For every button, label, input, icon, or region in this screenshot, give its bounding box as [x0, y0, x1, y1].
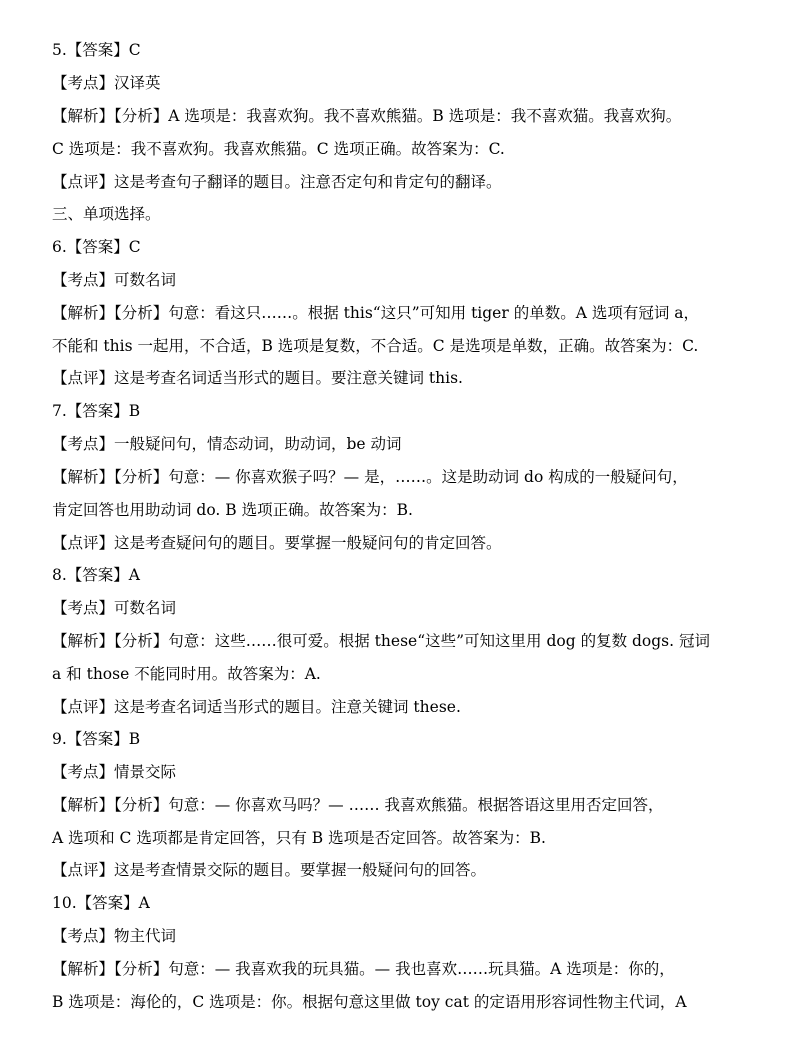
answer-6: 6.【答案】C: [52, 238, 141, 256]
topic-8: 【考点】可数名词: [52, 599, 177, 617]
analysis-5-line-2: C 选项是：我不喜欢狗。我喜欢熊猫。C 选项正确。故答案为：C.: [52, 140, 505, 158]
answer-7: 7.【答案】B: [52, 402, 141, 420]
topic-9: 【考点】情景交际: [52, 763, 177, 781]
analysis-6-line-1: 【解析】【分析】句意：看这只……。根据 this“这只”可知用 tiger 的单数。A 选项有冠词 a，: [52, 304, 699, 322]
section-heading: 三、单项选择。: [52, 205, 161, 223]
analysis-9-line-1: 【解析】【分析】句意：— 你喜欢马吗？— …… 我喜欢熊猫。根据答语这里用否定回答，: [52, 796, 664, 814]
comment-5: 【点评】这是考查句子翻译的题目。注意否定句和肯定句的翻译。: [52, 173, 502, 191]
answer-8: 8.【答案】A: [52, 566, 140, 584]
analysis-10-line-1: 【解析】【分析】句意：— 我喜欢我的玩具猫。— 我也喜欢……玩具猫。A 选项是：你的，: [52, 960, 675, 978]
comment-6: 【点评】这是考查名词适当形式的题目。要注意关键词 this.: [52, 369, 463, 387]
topic-10: 【考点】物主代词: [52, 927, 177, 945]
comment-8: 【点评】这是考查名词适当形式的题目。注意关键词 these.: [52, 698, 461, 716]
comment-9: 【点评】这是考查情景交际的题目。要掌握一般疑问句的回答。: [52, 861, 487, 879]
topic-6: 【考点】可数名词: [52, 271, 177, 289]
analysis-6-line-2: 不能和 this 一起用，不合适，B 选项是复数，不合适。C 是选项是单数，正确。故答案为：C.: [52, 337, 699, 355]
analysis-7-line-1: 【解析】【分析】句意：— 你喜欢猴子吗？— 是，……。这是助动词 do 构成的一般疑问句，: [52, 468, 688, 486]
analysis-10-line-2: B 选项是：海伦的，C 选项是：你。根据句意这里做 toy cat 的定语用形容词性物主代词，A: [52, 993, 687, 1011]
analysis-9-line-2: A 选项和 C 选项都是肯定回答，只有 B 选项是否定回答。故答案为：B.: [52, 829, 546, 847]
comment-7: 【点评】这是考查疑问句的题目。要掌握一般疑问句的肯定回答。: [52, 534, 502, 552]
answer-9: 9.【答案】B: [52, 730, 141, 748]
analysis-8-line-2: a 和 those 不能同时用。故答案为：A.: [52, 665, 321, 683]
analysis-5-line-1: 【解析】【分析】A 选项是：我喜欢狗。我不喜欢熊猫。B 选项是：我不喜欢猫。我喜欢狗。: [52, 107, 682, 125]
answer-10: 10.【答案】A: [52, 894, 150, 912]
analysis-8-line-1: 【解析】【分析】句意：这些……很可爱。根据 these“这些”可知这里用 dog 的复数 dogs. 冠词: [52, 632, 710, 650]
analysis-7-line-2: 肯定回答也用助动词 do. B 选项正确。故答案为：B.: [52, 501, 413, 519]
topic-5: 【考点】汉译英: [52, 74, 161, 92]
answer-5: 5.【答案】C: [52, 41, 141, 59]
topic-7: 【考点】一般疑问句，情态动词，助动词，be 动词: [52, 435, 402, 453]
